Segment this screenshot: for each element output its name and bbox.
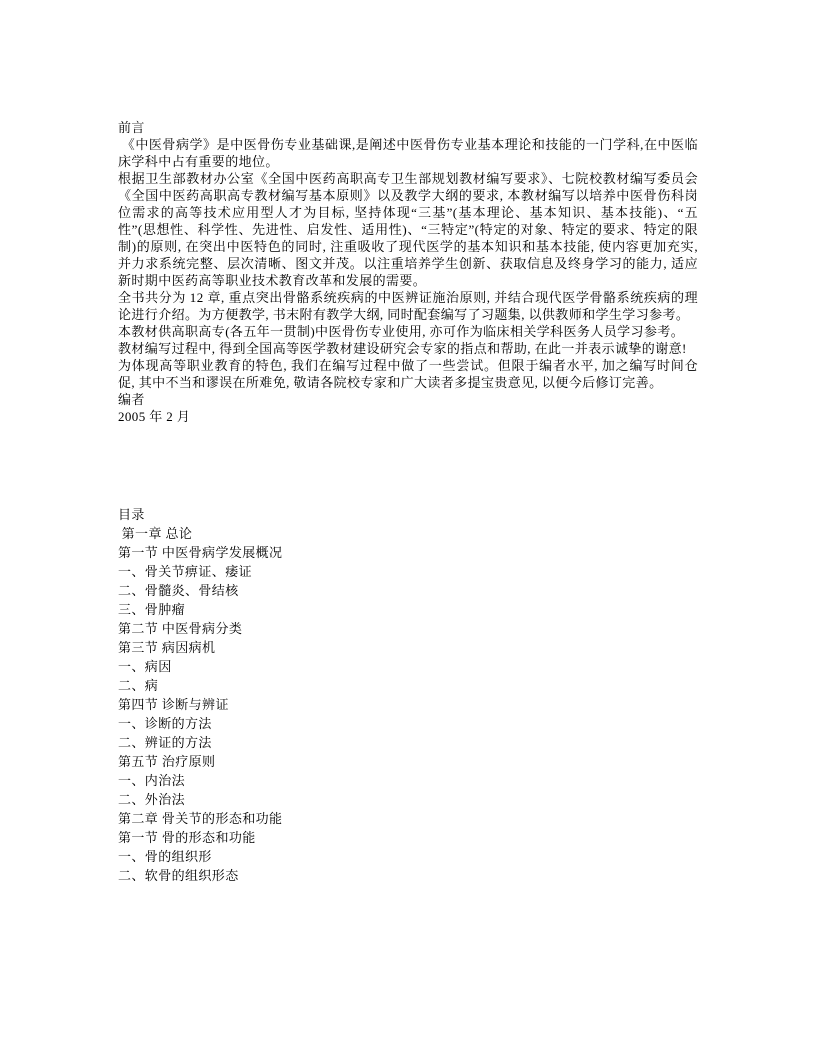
preface-paragraph: 《中医骨病学》是中医骨伤专业基础课,是阐述中医骨伤专业基本理论和技能的一门学科,在中医临床学科中占有重要的地位。 [118, 137, 698, 169]
toc-item: 二、软骨的组织形态 [118, 868, 239, 883]
toc-item: 一、内治法 [118, 773, 186, 788]
preface-paragraph: 全书共分为 12 章, 重点突出骨骼系统疾病的中医辨证施治原则, 并结合现代医学骨骼系统疾病的理论进行介绍。为方便教学, 书末附有教学大纲, 同时配套编写了习题集, 以供教师和学生学习参考。 [118, 290, 698, 322]
toc-item: 三、骨肿瘤 [118, 602, 186, 617]
preface-date: 2005 年 2 月 [118, 409, 191, 424]
toc-item: 一、诊断的方法 [118, 716, 212, 731]
toc-item: 第五节 治疗原则 [118, 754, 216, 769]
toc-item: 第一节 骨的形态和功能 [118, 830, 256, 845]
toc-item: 第二章 骨关节的形态和功能 [118, 811, 283, 826]
preface-paragraph: 根据卫生部教材办公室《全国中医药高职高专卫生部规划教材编写要求》、七院校教材编写委员会《全国中医药高职高专教材编写基本原则》以及教学大纲的要求, 本教材编写以培养中医骨伤科岗位需求的高等技术应用型人才为目标, 坚持体现“三基”(基本理论、基本知识、基本技能)、“五性”(思想性、科学性、先进性、启发性、适用性)、“三特定”(特定的对象、特定的要求、特定的限制)的原则, 在突出中医特色的同时, 注重吸收了现代医学的基本知识和基本技能, 使内容更加充实, 并力求系统完整、层次清晰、图文并茂。以注重培养学生创新、获取信息及终身学习的能力, 适应新时期中医药高等职业技术教育改革和发展的需要。 [118, 171, 702, 288]
toc-item: 一、病因 [118, 659, 172, 674]
preface-signature: 编者 [118, 392, 145, 407]
toc-section [118, 505, 698, 885]
toc-item: 二、骨髓炎、骨结核 [118, 583, 239, 598]
toc-item: 二、辨证的方法 [118, 735, 212, 750]
toc-item: 二、病 [118, 678, 159, 693]
toc-item: 第一节 中医骨病学发展概况 [118, 545, 283, 560]
preface-title: 前言 [118, 120, 145, 135]
toc-item: 第二节 中医骨病分类 [118, 621, 243, 636]
toc-item: 第三节 病因病机 [118, 640, 216, 655]
preface-paragraph: 本教材供高职高专(各五年一贯制)中医骨伤专业使用, 亦可作为临床相关学科医务人员学习参考。 [118, 324, 685, 339]
toc-item: 第四节 诊断与辨证 [118, 697, 229, 712]
toc-item: 第一章 总论 [118, 526, 193, 541]
toc-item: 一、骨的组织形 [118, 849, 212, 864]
toc-item: 二、外治法 [118, 792, 186, 807]
preface-paragraph: 教材编写过程中, 得到全国高等医学教材建设研究会专家的指点和帮助, 在此一并表示诚挚的谢意! [118, 341, 687, 356]
preface-section [118, 119, 702, 425]
preface-paragraph: 为体现高等职业教育的特色, 我们在编写过程中做了一些尝试。但限于编者水平, 加之编写时间仓促, 其中不当和谬误在所难免, 敬请各院校专家和广大读者多提宝贵意见, 以便今后修订完善。 [118, 358, 698, 390]
toc-title: 目录 [118, 507, 145, 522]
toc-item: 一、骨关节痹证、痿证 [118, 564, 253, 579]
